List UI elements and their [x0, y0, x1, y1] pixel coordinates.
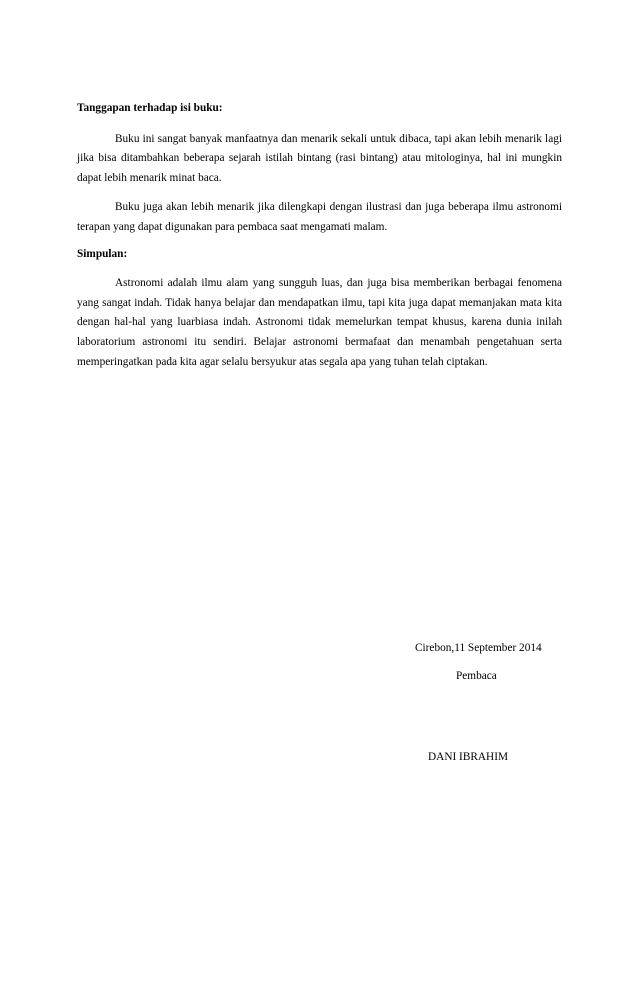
- signature-role: Pembaca: [456, 670, 497, 682]
- signature-name: DANI IBRAHIM: [428, 751, 509, 763]
- conclusion-paragraph: Astronomi adalah ilmu alam yang sungguh luas, dan juga bisa memberikan berbagai fenomena yang sangat indah. Tidak hanya belajar dan mendapatkan ilmu, tapi kita juga dapat memanjakan mata kita dengan hal-hal yang luarbiasa indah. Astronomi tidak memelurkan tempat khusus, karena dunia inilah laboratorium astronomi itu sendiri. Belajar astronomi bermafaat dan menambah pengetahuan serta memperingatkan pada kita agar selalu bersyukur atas segala apa yang tuhan telah ciptakan.: [77, 277, 562, 368]
- review-paragraph-1: Buku ini sangat banyak manfaatnya dan menarik sekali untuk dibaca, tapi akan lebih menarik lagi jika bisa ditambahkan beberapa sejarah istilah bintang (rasi bintang) atau mitologinya, hal ini mungkin dapat lebih menarik minat baca.: [77, 132, 562, 184]
- document-body: [77, 99, 562, 372]
- review-paragraph-2: Buku juga akan lebih menarik jika dilengkapi dengan ilustrasi dan juga beberapa ilmu astronomi terapan yang dapat digunakan para pembaca saat mengamati malam.: [77, 201, 562, 233]
- review-heading: Tanggapan terhadap isi buku:: [77, 102, 223, 114]
- conclusion-heading: Simpulan:: [77, 247, 128, 260]
- signature-place-date: Cirebon,11 September 2014: [415, 642, 542, 654]
